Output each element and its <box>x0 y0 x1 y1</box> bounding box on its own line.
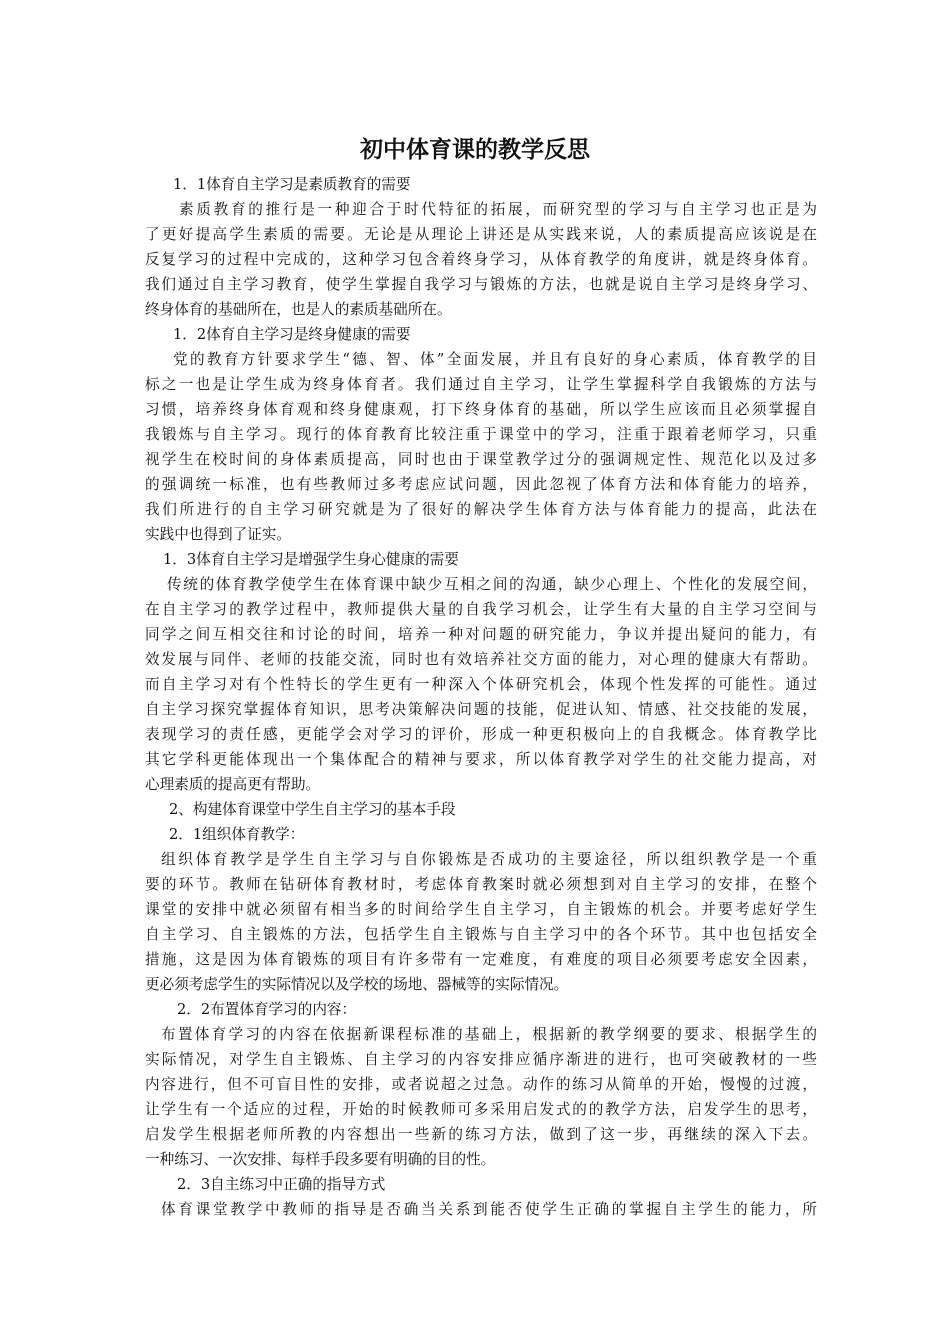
text-line: 体育课堂教学中教师的指导是否确当关系到能否使学生正确的掌握自主学生的能力，所 <box>161 1201 817 1218</box>
text-line: 表现学习的责任感，更能学会对学习的评价，形成一种更积极向上的自我概念。体育教学比 <box>145 726 817 743</box>
text-line: 布置体育学习的内容在依据新课程标准的基础上，根据新的教学纲要的要求、根据学生的 <box>161 1026 817 1043</box>
body-text <box>145 172 817 1222</box>
text-line: 党的教育方针要求学生“德、智、体”全面发展，并且有良好的身心素质，体育教学的目 <box>173 351 817 368</box>
text-line: 素质教育的推行是一种迎合于时代特征的拓展，而研究型的学习与自主学习也正是为 <box>179 201 817 218</box>
text-line: 实际情况，对学生自主锻炼、自主学习的内容安排应循序渐进的进行，也可突破教材的一些 <box>145 1051 817 1068</box>
text-line: 1．3体育自主学习是增强学生身心健康的需要 <box>163 551 459 568</box>
text-line: 效发展与同伴、老师的技能交流，同时也有效培养社交方面的能力，对心理的健康大有帮助。 <box>145 651 817 668</box>
text-line: 自主学习探究掌握体育知识，思考决策解决问题的技能，促进认知、情感、社交技能的发展， <box>145 701 817 718</box>
text-line: 组织体育教学是学生自主学习与自你锻炼是否成功的主要途径，所以组织教学是一个重 <box>161 851 817 868</box>
text-line: 我们所进行的自主学习研究就是为了很好的解决学生体育方法与体育能力的提高，此法在 <box>145 501 817 518</box>
text-line: 心理素质的提高更有帮助。 <box>145 776 321 793</box>
text-line: 内容进行，但不可盲目性的安排，或者说超之过急。动作的练习从简单的开始，慢慢的过渡， <box>145 1076 817 1093</box>
text-line: 了更好提高学生素质的需要。无论是从理论上讲还是从实践来说，人的素质提高应该说是在 <box>145 226 817 243</box>
text-line: 我锻炼与自主学习。现行的体育教育比较注重于课堂中的学习，注重于跟着老师学习，只重 <box>145 426 817 443</box>
page-title: 初中体育课的教学反思 <box>360 137 590 163</box>
text-line: 启发学生根据老师所教的内容想出一些新的练习方法，做到了这一步，再继续的深入下去。 <box>145 1126 817 1143</box>
text-line: 要的环节。教师在钻研体育教材时，考虑体育教案时就必须想到对自主学习的安排，在整个 <box>145 876 817 893</box>
text-line: 2．2布置体育学习的内容： <box>177 1001 357 1018</box>
text-line: 反复学习的过程中完成的，这种学习包含着终身学习，从体育教学的角度讲，就是终身体育。 <box>145 251 817 268</box>
text-line: 2、构建体育课堂中学生自主学习的基本手段 <box>169 801 456 818</box>
text-line: 在自主学习的教学过程中，教师提供大量的自我学习机会，让学生有大量的自主学习空间与 <box>145 601 817 618</box>
text-line: 更必须考虑学生的实际情况以及学校的场地、器械等的实际情况。 <box>145 976 569 993</box>
text-line: 2．3自主练习中正确的指导方式 <box>177 1176 386 1193</box>
text-line: 让学生有一个适应的过程，开始的时候教师可多采用启发式的的教学方法，启发学生的思考， <box>145 1101 817 1118</box>
text-line: 而自主学习对有个性特长的学生更有一种深入个体研究机会，体现个性发挥的可能性。通过 <box>145 676 817 693</box>
text-line: 习惯，培养终身体育观和终身健康观，打下终身体育的基础，所以学生应该而且必须掌握自 <box>145 401 817 418</box>
text-line: 自主学习、自主锻炼的方法，包括学生自主锻炼与自主学习中的各个环节。其中也包括安全 <box>145 926 817 943</box>
text-line: 一种练习、一次安排、每样手段多要有明确的目的性。 <box>145 1151 496 1168</box>
text-line: 措施，这是因为体育锻炼的项目有许多带有一定难度，有难度的项目必须要考虑安全因素， <box>145 951 817 968</box>
text-line: 标之一也是让学生成为终身体育者。我们通过自主学习，让学生掌握科学自我锻炼的方法与 <box>145 376 817 393</box>
text-line: 实践中也得到了证实。 <box>145 526 291 543</box>
text-line: 终身体育的基础所在，也是人的素质基础所在。 <box>145 301 452 318</box>
text-line: 其它学科更能体现出一个集体配合的精神与要求，所以体育教学对学生的社交能力提高，对 <box>145 751 817 768</box>
text-line: 同学之间互相交往和讨论的时间，培养一种对问题的研究能力，争议并提出疑问的能力，有 <box>145 626 817 643</box>
text-line: 传统的体育教学使学生在体育课中缺少互相之间的沟通，缺少心理上、个性化的发展空间， <box>167 576 817 593</box>
text-line: 1．2体育自主学习是终身健康的需要 <box>173 326 411 343</box>
text-line: 的强调统一标准，也有些教师过多考虑应试问题，因此忽视了体育方法和体育能力的培养， <box>145 476 817 493</box>
text-line: 我们通过自主学习教育，使学生掌握自我学习与锻炼的方法，也就是说自主学习是终身学习、 <box>145 276 817 293</box>
text-line: 视学生在校时间的身体素质提高，同时也由于课堂教学过分的强调规定性、规范化以及过多 <box>145 451 817 468</box>
text-line: 1．1体育自主学习是素质教育的需要 <box>173 176 411 193</box>
text-line: 2．1组织体育教学： <box>169 826 305 843</box>
text-line: 课堂的安排中就必须留有相当多的时间给学生自主学习，自主锻炼的机会。并要考虑好学生 <box>145 901 817 918</box>
